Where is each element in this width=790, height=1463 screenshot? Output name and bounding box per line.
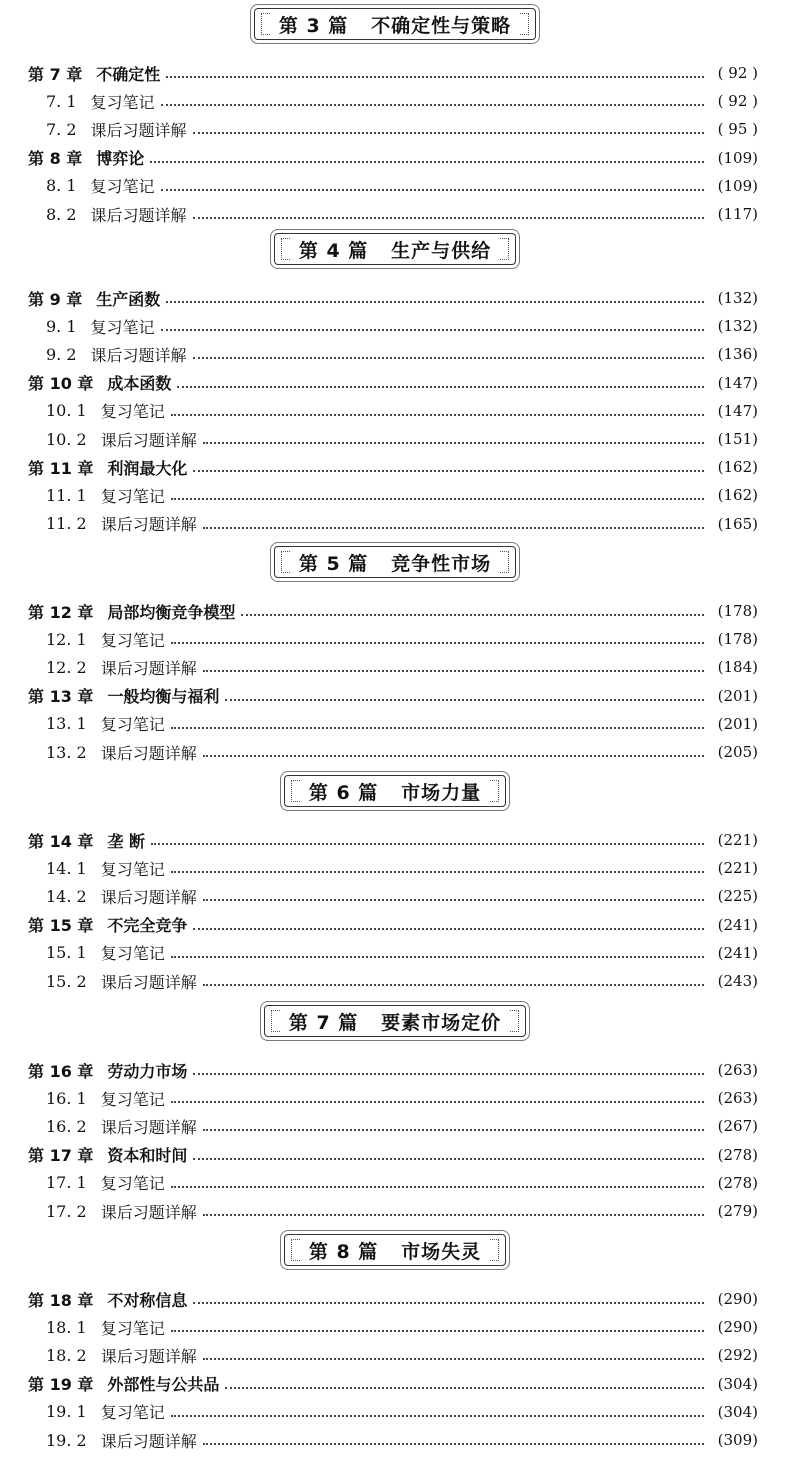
section-entry[interactable] [46, 855, 758, 881]
page-number: (304) [717, 1402, 758, 1421]
page-number: ( 92 ) [717, 92, 758, 111]
dot-leader [161, 104, 704, 106]
entry-number: 第 18 章 [28, 1290, 94, 1310]
entry-number: 15. 1 [46, 943, 87, 963]
entry-number: 19. 2 [46, 1430, 87, 1450]
entry-title: 成本函数 [107, 374, 172, 394]
section-entry[interactable] [46, 173, 758, 199]
page-number: (241) [717, 943, 758, 962]
entry-number: 14. 2 [46, 886, 87, 906]
entry-title: 复习笔记 [100, 1318, 165, 1338]
entry-number: 12. 1 [46, 629, 87, 649]
section-entry[interactable] [46, 739, 758, 765]
dot-leader [203, 1129, 704, 1131]
entry-number: 第 17 章 [28, 1146, 94, 1166]
dot-leader [193, 357, 704, 359]
dot-leader [171, 1186, 704, 1188]
part-title: 第 4 篇 生产与供给 [298, 239, 492, 262]
page-number: (147) [717, 373, 758, 392]
entry-title: 劳动力市场 [107, 1061, 188, 1081]
dot-leader [203, 1443, 704, 1445]
dot-leader [203, 755, 704, 757]
page-number: (136) [717, 345, 758, 364]
page-number: (184) [717, 658, 758, 677]
part-ornament-frame [264, 1005, 526, 1037]
part-header [0, 1001, 790, 1041]
dot-leader [171, 414, 704, 416]
section-entry[interactable] [46, 654, 758, 680]
entry-title: 课后习题详解 [100, 1346, 197, 1366]
chapter-entry[interactable] [28, 370, 758, 396]
section-entry[interactable] [46, 1427, 758, 1453]
dot-leader [193, 132, 704, 134]
entry-title: 复习笔记 [90, 177, 155, 197]
entry-title: 课后习题详解 [90, 345, 187, 365]
entry-title: 课后习题详解 [100, 1117, 197, 1137]
section-entry[interactable] [46, 398, 758, 424]
dot-leader [161, 189, 704, 191]
entry-number: 第 7 章 [28, 64, 83, 84]
entry-title: 课后习题详解 [100, 1431, 197, 1451]
entry-number: 第 19 章 [28, 1375, 94, 1395]
entry-title: 课后习题详解 [90, 205, 187, 225]
entry-title: 课后习题详解 [100, 515, 197, 535]
entry-title: 博弈论 [96, 149, 145, 169]
page-number: (290) [717, 1290, 758, 1308]
entry-number: 7. 2 [46, 119, 77, 139]
entry-title: 不完全竞争 [107, 916, 188, 936]
entry-number: 10. 1 [46, 401, 87, 421]
page-number: (304) [717, 1374, 758, 1393]
entry-title: 复习笔记 [100, 1089, 165, 1109]
section-entry[interactable] [46, 626, 758, 652]
entry-number: 第 12 章 [28, 602, 94, 622]
part-ornament-frame [254, 8, 536, 40]
part-title: 第 7 篇 要素市场定价 [288, 1011, 502, 1034]
chapter-entry[interactable] [28, 145, 758, 171]
part-header [0, 771, 790, 811]
section-entry[interactable] [46, 313, 758, 339]
dot-leader [193, 1302, 704, 1304]
page-number: (132) [717, 289, 758, 307]
entry-title: 复习笔记 [100, 944, 165, 964]
section-entry[interactable] [46, 940, 758, 966]
chapter-entry[interactable] [28, 598, 758, 624]
section-entry[interactable] [46, 511, 758, 537]
entry-number: 16. 2 [46, 1116, 87, 1136]
entry-title: 垄 断 [107, 831, 145, 851]
part-header [0, 229, 790, 269]
page-number: (132) [717, 317, 758, 336]
part-title: 第 8 篇 市场失灵 [308, 1240, 482, 1263]
section-entry[interactable] [46, 1342, 758, 1368]
page-number: (147) [717, 401, 758, 420]
dot-leader [193, 217, 704, 219]
page-number: ( 92 ) [717, 64, 758, 82]
entry-title: 复习笔记 [100, 1174, 165, 1194]
page-number: (205) [717, 743, 758, 761]
dot-leader [203, 527, 704, 529]
entry-title: 生产函数 [96, 289, 161, 309]
part-ornament-frame [274, 546, 516, 578]
page-number: (278) [717, 1145, 758, 1164]
dot-leader [193, 470, 704, 472]
section-entry[interactable] [46, 711, 758, 737]
section-entry[interactable] [46, 482, 758, 508]
dot-leader [171, 498, 704, 500]
entry-number: 10. 2 [46, 429, 87, 449]
entry-title: 课后习题详解 [100, 887, 197, 907]
entry-number: 18. 1 [46, 1317, 87, 1337]
page-number: (201) [717, 686, 758, 705]
entry-title: 一般均衡与福利 [107, 687, 220, 707]
page-number: (263) [717, 1089, 758, 1108]
part-header [0, 1230, 790, 1270]
dot-leader [203, 984, 704, 986]
entry-number: 9. 1 [46, 316, 77, 336]
page-number: (278) [717, 1173, 758, 1192]
dot-leader [171, 956, 704, 958]
entry-number: 11. 2 [46, 514, 87, 534]
page-number: (162) [717, 458, 758, 477]
entry-title: 复习笔记 [90, 317, 155, 337]
page-number: (290) [717, 1318, 758, 1337]
entry-title: 复习笔记 [100, 630, 165, 650]
part-title: 第 3 篇 不确定性与策略 [278, 14, 512, 37]
page-number: (201) [717, 714, 758, 733]
page-number: (178) [717, 602, 758, 620]
chapter-entry[interactable] [28, 683, 758, 709]
page-number: (165) [717, 514, 758, 533]
section-entry[interactable] [46, 883, 758, 909]
section-entry[interactable] [46, 1085, 758, 1111]
dot-leader [203, 1214, 704, 1216]
page-number: (117) [717, 205, 758, 223]
chapter-entry[interactable] [28, 1142, 758, 1168]
page-number: (292) [717, 1346, 758, 1365]
entry-title: 课后习题详解 [90, 120, 187, 140]
dot-leader [203, 1358, 704, 1360]
chapter-entry[interactable] [28, 1286, 758, 1312]
entry-number: 19. 1 [46, 1402, 87, 1422]
part-title: 第 6 篇 市场力量 [308, 781, 482, 804]
entry-number: 第 10 章 [28, 374, 94, 394]
page-number: (109) [717, 176, 758, 195]
part-title: 第 5 篇 竞争性市场 [298, 552, 492, 575]
dot-leader [225, 1387, 704, 1389]
dot-leader [203, 670, 704, 672]
page-number: (309) [717, 1431, 758, 1449]
section-entry[interactable] [46, 116, 758, 142]
section-entry[interactable] [46, 1314, 758, 1340]
dot-leader [193, 928, 704, 930]
page-number: (267) [717, 1117, 758, 1136]
section-entry[interactable] [46, 1399, 758, 1425]
part-header [0, 4, 790, 44]
entry-number: 第 9 章 [28, 289, 83, 309]
page-number: (241) [717, 915, 758, 934]
entry-title: 课后习题详解 [100, 972, 197, 992]
entry-number: 18. 2 [46, 1345, 87, 1365]
chapter-entry[interactable] [28, 827, 758, 853]
section-entry[interactable] [46, 341, 758, 367]
dot-leader [161, 329, 704, 331]
page-number: (178) [717, 630, 758, 649]
chapter-entry[interactable] [28, 912, 758, 938]
section-entry[interactable] [46, 1113, 758, 1139]
entry-title: 局部均衡竞争模型 [107, 602, 236, 622]
part-ornament-frame [284, 1234, 506, 1266]
entry-title: 课后习题详解 [100, 743, 197, 763]
dot-leader [225, 699, 704, 701]
entry-title: 课后习题详解 [100, 658, 197, 678]
entry-title: 复习笔记 [100, 402, 165, 422]
page-number: ( 95 ) [717, 120, 758, 139]
entry-number: 13. 2 [46, 742, 87, 762]
dot-leader [203, 899, 704, 901]
entry-number: 13. 1 [46, 714, 87, 734]
section-entry[interactable] [46, 201, 758, 227]
entry-title: 复习笔记 [100, 486, 165, 506]
part-ornament-frame [274, 233, 516, 265]
page-number: (221) [717, 831, 758, 849]
entry-number: 9. 2 [46, 344, 77, 364]
dot-leader [150, 161, 704, 163]
part-ornament-frame [284, 775, 506, 807]
dot-leader [193, 1158, 704, 1160]
dot-leader [171, 727, 704, 729]
entry-title: 利润最大化 [107, 458, 188, 478]
dot-leader [241, 614, 704, 616]
entry-number: 8. 2 [46, 204, 77, 224]
chapter-entry[interactable] [28, 285, 758, 311]
section-entry[interactable] [46, 88, 758, 114]
entry-title: 不确定性 [96, 64, 161, 84]
section-entry[interactable] [46, 1198, 758, 1224]
entry-title: 外部性与公共品 [107, 1375, 220, 1395]
page-number: (279) [717, 1202, 758, 1220]
entry-title: 不对称信息 [107, 1290, 188, 1310]
dot-leader [151, 843, 704, 845]
entry-number: 第 8 章 [28, 149, 83, 169]
chapter-entry[interactable] [28, 1057, 758, 1083]
dot-leader [193, 1073, 704, 1075]
dot-leader [203, 442, 704, 444]
chapter-entry[interactable] [28, 454, 758, 480]
dot-leader [171, 1330, 704, 1332]
entry-title: 复习笔记 [100, 1403, 165, 1423]
dot-leader [171, 1101, 704, 1103]
entry-number: 12. 2 [46, 657, 87, 677]
page-number: (263) [717, 1061, 758, 1079]
entry-title: 复习笔记 [90, 92, 155, 112]
dot-leader [171, 871, 704, 873]
entry-number: 第 11 章 [28, 458, 94, 478]
page-number: (243) [717, 972, 758, 990]
entry-number: 17. 1 [46, 1173, 87, 1193]
dot-leader [166, 301, 704, 303]
part-header [0, 542, 790, 582]
dot-leader [171, 1415, 704, 1417]
chapter-entry[interactable] [28, 60, 758, 86]
entry-title: 课后习题详解 [100, 1202, 197, 1222]
entry-number: 8. 1 [46, 176, 77, 196]
entry-number: 11. 1 [46, 485, 87, 505]
entry-number: 第 14 章 [28, 831, 94, 851]
dot-leader [171, 642, 704, 644]
page-number: (162) [717, 486, 758, 505]
page-number: (109) [717, 148, 758, 167]
entry-title: 复习笔记 [100, 859, 165, 879]
dot-leader [166, 76, 704, 78]
entry-number: 14. 1 [46, 858, 87, 878]
chapter-entry[interactable] [28, 1371, 758, 1397]
entry-title: 资本和时间 [107, 1146, 188, 1166]
page-number: (221) [717, 859, 758, 878]
entry-number: 第 16 章 [28, 1061, 94, 1081]
entry-number: 第 15 章 [28, 916, 94, 936]
entry-number: 7. 1 [46, 91, 77, 111]
entry-number: 15. 2 [46, 971, 87, 991]
section-entry[interactable] [46, 968, 758, 994]
entry-number: 17. 2 [46, 1201, 87, 1221]
page-number: (151) [717, 430, 758, 448]
section-entry[interactable] [46, 1170, 758, 1196]
entry-title: 课后习题详解 [100, 430, 197, 450]
page-number: (225) [717, 887, 758, 906]
dot-leader [177, 386, 704, 388]
entry-title: 复习笔记 [100, 715, 165, 735]
entry-number: 16. 1 [46, 1088, 87, 1108]
section-entry[interactable] [46, 426, 758, 452]
entry-number: 第 13 章 [28, 687, 94, 707]
